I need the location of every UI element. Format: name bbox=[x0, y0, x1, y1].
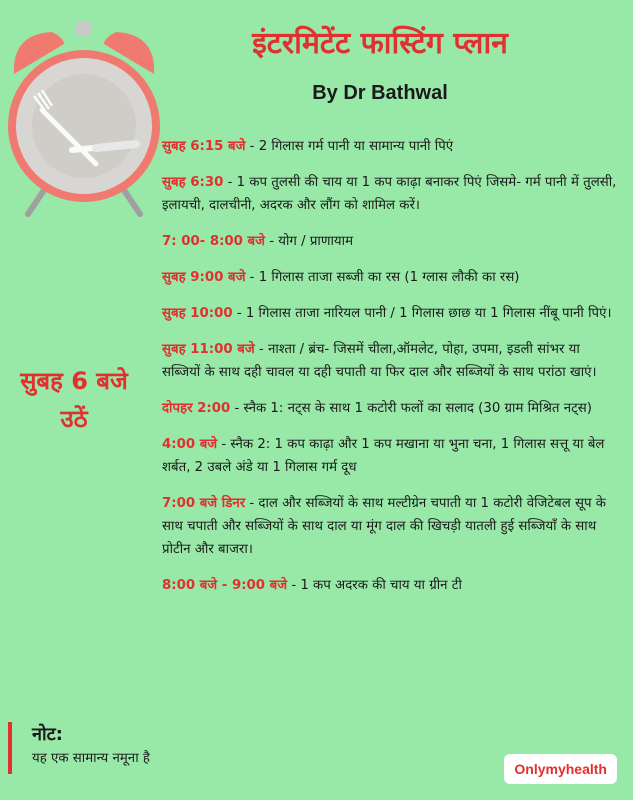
note-heading: नोट: bbox=[32, 724, 63, 745]
alarm-clock-plate-icon bbox=[4, 14, 164, 224]
schedule-text: - योग / प्राणायाम bbox=[265, 234, 354, 249]
schedule-item bbox=[162, 492, 622, 561]
schedule-text: - 1 गिलास ताजा सब्जी का रस (1 ग्लास लौकी का रस) bbox=[245, 270, 520, 285]
schedule-list bbox=[162, 135, 622, 610]
schedule-item bbox=[162, 302, 622, 325]
schedule-text: - 2 गिलास गर्म पानी या सामान्य पानी पिएं bbox=[245, 139, 454, 154]
schedule-item bbox=[162, 338, 622, 384]
schedule-item bbox=[162, 574, 622, 597]
schedule-time: 8:00 बजे - 9:00 बजे bbox=[162, 578, 288, 593]
schedule-item bbox=[162, 230, 622, 253]
schedule-item bbox=[162, 171, 622, 217]
schedule-time: सुबह 10:00 bbox=[162, 306, 233, 321]
schedule-text: - 1 गिलास ताजा नारियल पानी / 1 गिलास छाछ या 1 गिलास नींबू पानी पिएं। bbox=[232, 306, 612, 321]
schedule-text: - दाल और सब्जियों के साथ मल्टीग्रेन चपाती या 1 कटोरी वेजिटेबल सूप के साथ चपाती और सब्जियों के साथ दाल या मूंग दाल की खिचड़ी यातली हुई सब्जियाँ के साथ प्रोटीन और बाजरा। bbox=[162, 496, 606, 557]
schedule-text: - स्नैक 1: नट्स के साथ 1 कटोरी फलों का सलाद (30 ग्राम मिश्रित नट्स) bbox=[230, 401, 592, 416]
wake-up-note: सुबह 6 बजे उठें bbox=[20, 367, 128, 433]
schedule-text: - 1 कप अदरक की चाय या ग्रीन टी bbox=[287, 578, 462, 593]
note-body: यह एक सामान्य नमूना है bbox=[32, 751, 150, 766]
schedule-time: 4:00 बजे bbox=[162, 437, 218, 452]
schedule-text: - 1 कप तुलसी की चाय या 1 कप काढ़ा बनाकर पिएं जिसमे- गर्म पानी में तुलसी, इलायची, दालचीनी, अदरक और लौंग को शामिल करें। bbox=[162, 175, 617, 213]
page-title: इंटरमिटेंट फास्टिंग प्लान bbox=[252, 26, 508, 61]
schedule-item bbox=[162, 135, 622, 158]
schedule-time: सुबह 9:00 बजे bbox=[162, 270, 246, 285]
schedule-text: - नाश्ता / ब्रंच- जिसमें चीला,ऑमलेट, पोहा, उपमा, इडली सांभर या सब्जियों के साथ दही चावल या दही चपाती या फिर दाल और सब्जियों के साथ परांठा खाएं। bbox=[162, 342, 597, 380]
schedule-time: 7:00 बजे डिनर bbox=[162, 496, 246, 511]
schedule-text: - स्नैक 2: 1 कप काढ़ा और 1 कप मखाना या भुना चना, 1 गिलास सत्तू या बेल शर्बत, 2 उबले अंडे या 1 गिलास गर्म दूध bbox=[162, 437, 605, 475]
schedule-time: सुबह 6:15 बजे bbox=[162, 139, 246, 154]
schedule-item bbox=[162, 433, 622, 479]
brand-logo: Onlymyhealth bbox=[504, 754, 617, 784]
schedule-time: दोपहर 2:00 bbox=[162, 401, 231, 416]
schedule-time: 7: 00- 8:00 बजे bbox=[162, 234, 266, 249]
note-box bbox=[8, 722, 308, 774]
schedule-item bbox=[162, 397, 622, 420]
schedule-item bbox=[162, 266, 622, 289]
author-byline: By Dr Bathwal bbox=[312, 82, 448, 104]
schedule-time: सुबह 6:30 bbox=[162, 175, 224, 190]
schedule-time: सुबह 11:00 बजे bbox=[162, 342, 255, 357]
